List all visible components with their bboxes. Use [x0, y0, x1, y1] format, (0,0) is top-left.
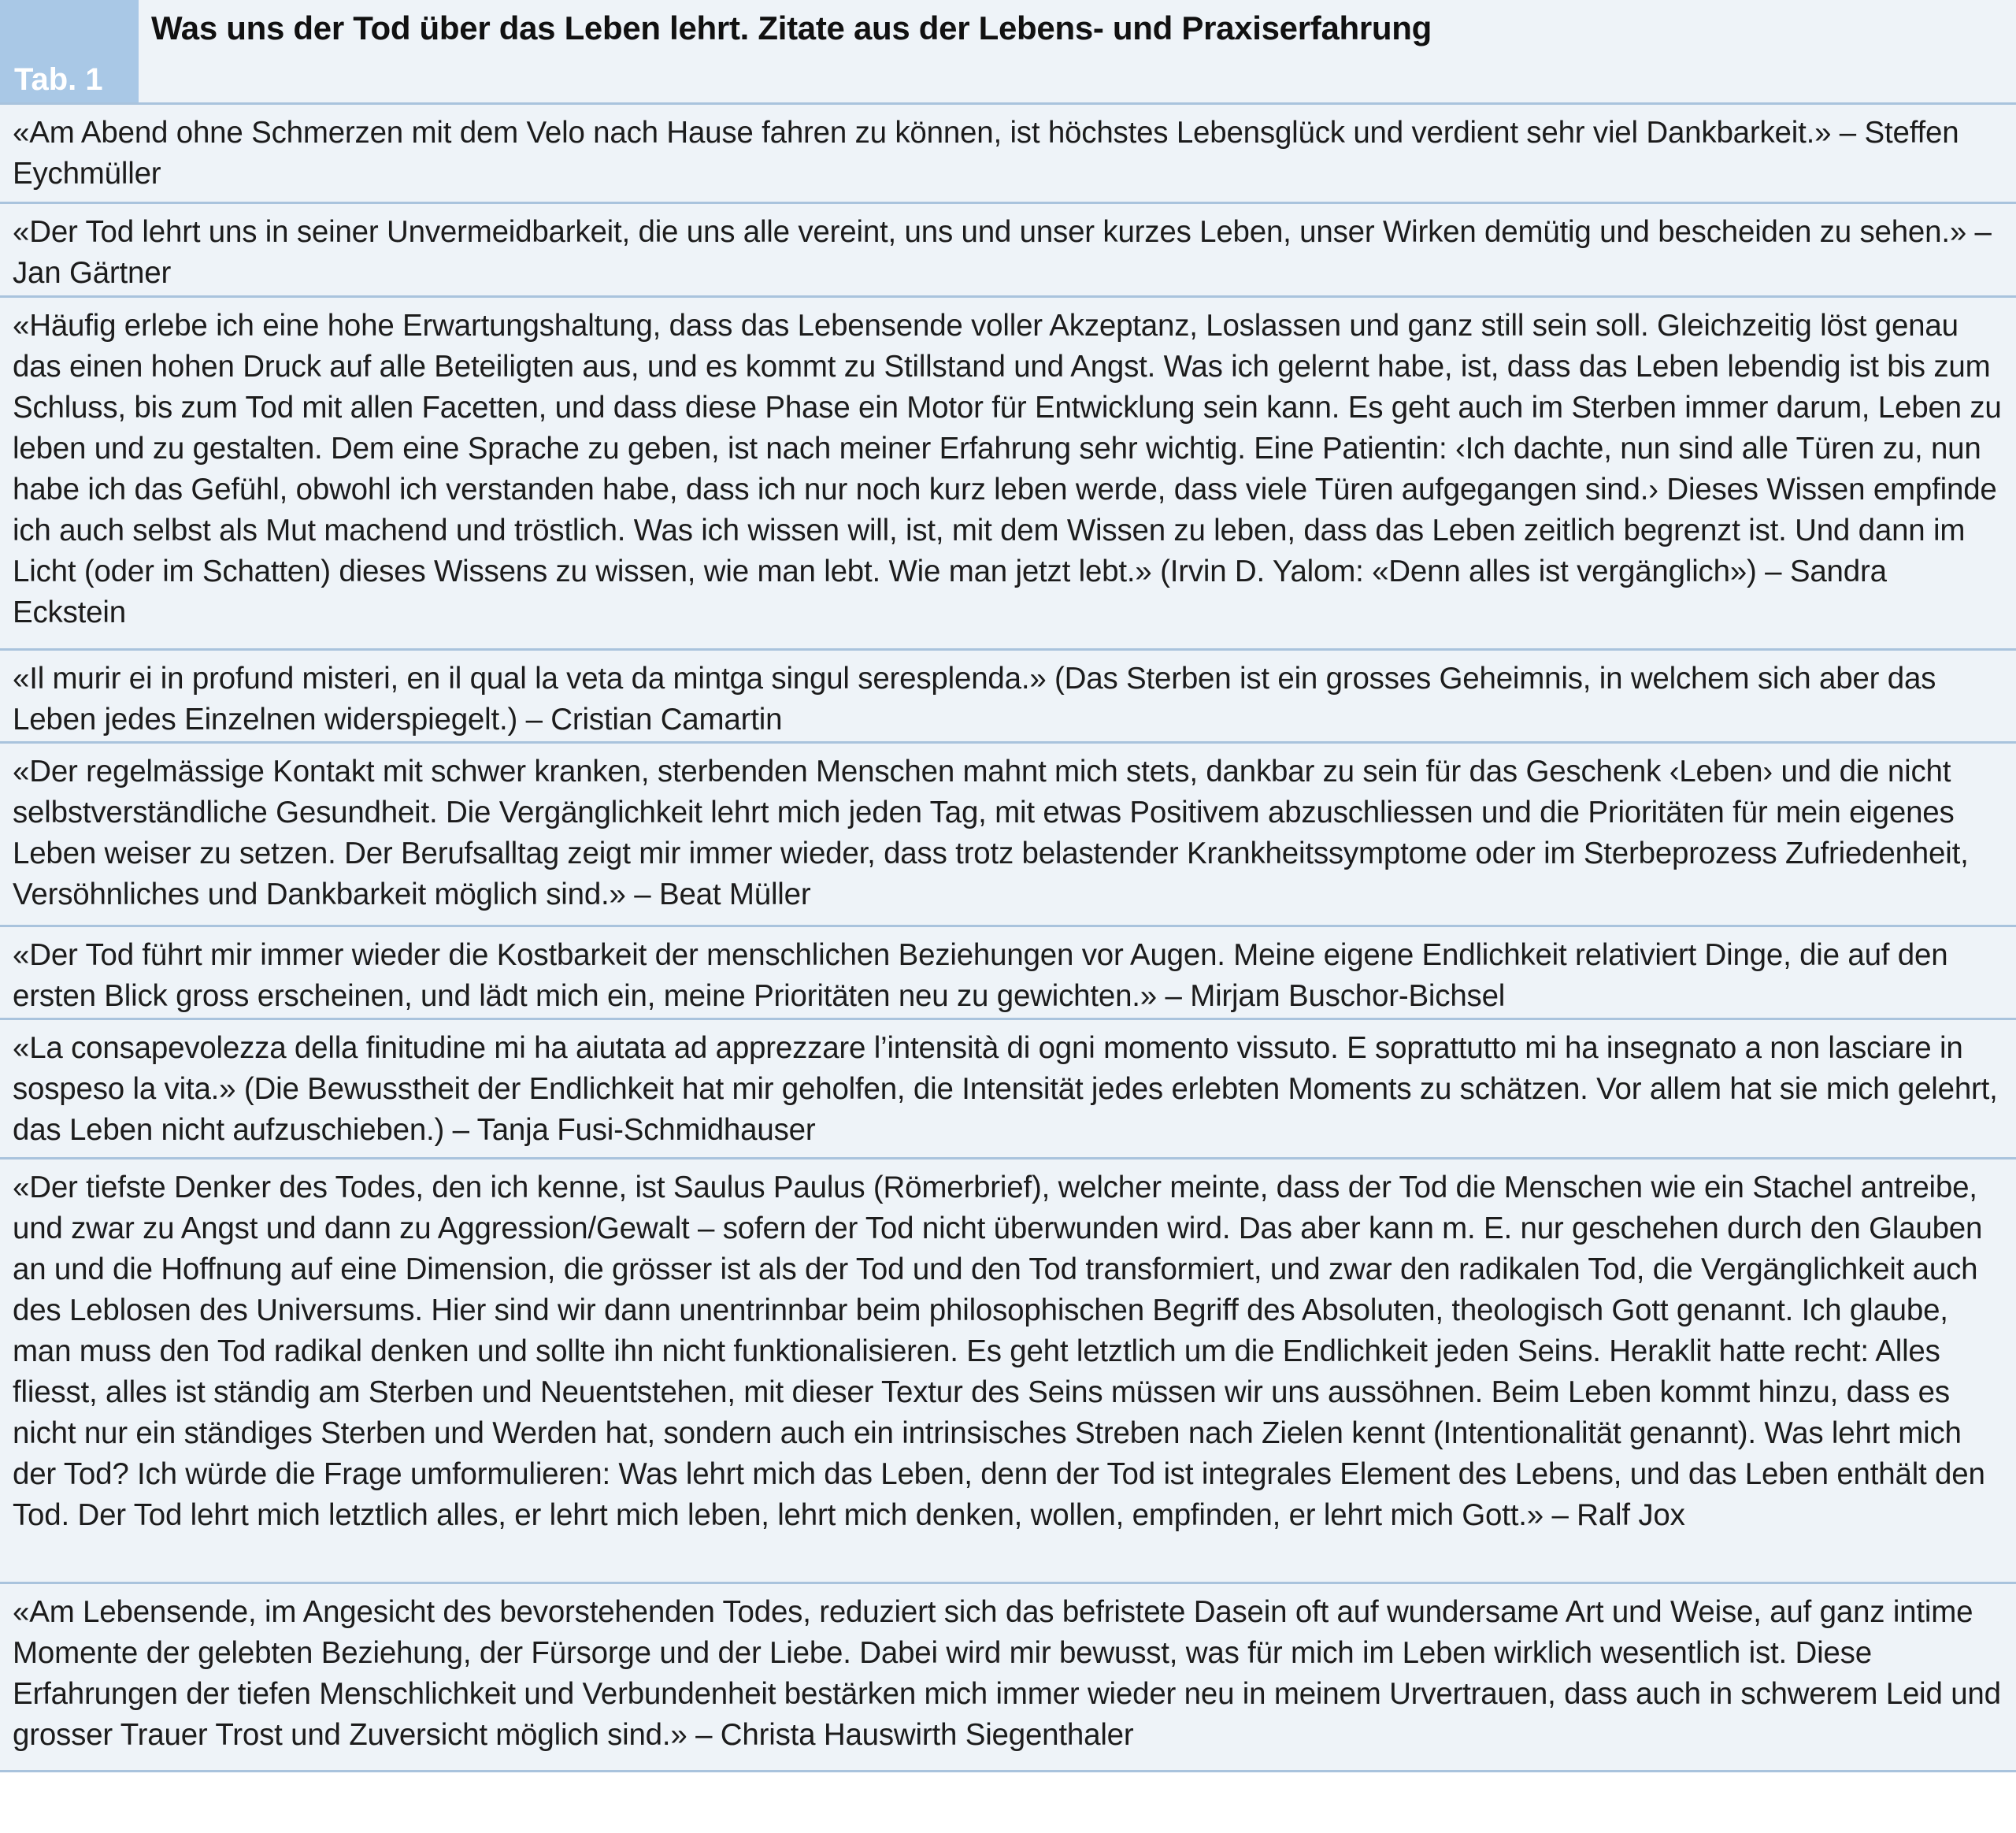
table-row — [0, 298, 2016, 651]
quote-text: «Am Abend ohne Schmerzen mit dem Velo nach Hause fahren zu können, ist höchstes Lebensglück und verdient sehr viel Dankbarkeit.» – Steffen Eychmüller — [13, 116, 1959, 191]
quote-text: «Der Tod führt mir immer wieder die Kostbarkeit der menschlichen Beziehungen vor Augen. Meine eigene Endlichkeit relativiert Dinge, die auf den ersten Blick gross erscheinen, und lädt mich ein, meine Prioritäten neu zu gewichten.» – Mirjam Buschor-Bichsel — [13, 938, 1948, 1013]
quote-text: «Am Lebensende, im Angesicht des bevorstehenden Todes, reduziert sich das befristete Dasein oft auf wundersame Art und Weise, auf ganz intime Momente der gelebten Beziehung, der Fürsorge und der Liebe. Dabei wird mir bewusst, was für mich im Leben wirklich wesentlich ist. Diese Erfahrungen der tiefen Menschlichkeit und Verbundenheit bestärken mich immer wieder neu in meinem Urvertrauen, dass auch in schwerem Leid und grosser Trauer Trost und Zuversicht möglich sind.» – Christa Hauswirth Siegenthaler — [13, 1595, 2001, 1752]
table-row — [0, 105, 2016, 204]
table-row — [0, 204, 2016, 298]
quote-text: «Il murir ei in profund misteri, en il qual la veta da mintga singul seresplenda.» (Das Sterben ist ein grosses Geheimnis, in welchem sich aber das Leben jedes Einzelnen widerspiegelt.) – Cristian Camartin — [13, 662, 1936, 737]
quote-text: «Der regelmässige Kontakt mit schwer kranken, sterbenden Menschen mahnt mich stets, dankbar zu sein für das Geschenk ‹Leben› und die nicht selbstverständliche Gesundheit. Die Vergänglichkeit lehrt mich jeden Tag, mit etwas Positivem abzuschliessen und die Prioritäten für mein eigenes Leben weiser zu setzen. Der Berufsalltag zeigt mir immer wieder, dass trotz belastender Krankheitssymptome oder im Sterbeprozess Zufriedenheit, Versöhnliches und Dankbarkeit möglich sind.» – Beat Müller — [13, 755, 1969, 911]
table-row — [0, 651, 2016, 744]
table-header — [0, 0, 2016, 105]
quote-text: «Häufig erlebe ich eine hohe Erwartungshaltung, dass das Lebensende voller Akzeptanz, Loslassen und ganz still sein soll. Gleichzeitig löst genau das einen hohen Druck auf alle Beteiligten aus, und es kommt zu Stillstand und Angst. Was ich gelernt habe, ist, dass das Leben lebendig ist bis zum Schluss, bis zum Tod mit allen Facetten, und dass diese Phase ein Motor für Entwicklung sein kann. Es geht auch im Sterben immer darum, Leben zu leben und zu gestalten. Dem eine Sprache zu geben, ist nach meiner Erfahrung sehr wichtig. Eine Patientin: ‹Ich dachte, nun sind alle Türen zu, nun habe ich das Gefühl, obwohl ich verstanden habe, dass ich nur noch kurz leben werde, dass viele Türen aufgegangen sind.› Dieses Wissen empfinde ich auch selbst als Mut machend und tröstlich. Was ich wissen will, ist, mit dem Wissen zu leben, dass das Leben zeitlich begrenzt ist. Und dann im Licht (oder im Schatten) dieses Wissens zu wissen, wie man lebt. Wie man jetzt lebt.» (Irvin D. Yalom: «Denn alles ist vergänglich») – Sandra Eckstein — [13, 309, 2002, 629]
table-row — [0, 927, 2016, 1020]
table-title: Was uns der Tod über das Leben lehrt. Zitate aus der Lebens- und Praxiserfahrung — [151, 9, 1432, 46]
table-row — [0, 744, 2016, 927]
quote-text: «La consapevolezza della finitudine mi ha aiutata ad apprezzare l’intensità di ogni momento vissuto. E soprattutto mi ha insegnato a non lasciare in sospeso la vita.» (Die Bewusstheit der Endlichkeit hat mir geholfen, die Intensität jedes erlebten Moments zu schätzen. Vor allem hat sie mich gelehrt, das Leben nicht aufzuschieben.) – Tanja Fusi-Schmidhauser — [13, 1031, 1998, 1147]
quote-text: «Der tiefste Denker des Todes, den ich kenne, ist Saulus Paulus (Römerbrief), welcher meinte, dass der Tod die Menschen wie ein Stachel antreibe, und zwar zu Angst und dann zu Aggression/Gewalt – sofern der Tod nicht überwunden wird. Das aber kann m. E. nur geschehen durch den Glauben an und die Hoffnung auf eine Dimension, die grösser ist als der Tod und den Tod transformiert, und zwar den radikalen Tod, die Vergänglichkeit auch des Leblosen des Universums. Hier sind wir dann unentrinnbar beim philosophischen Begriff des Absoluten, theologisch Gott genannt. Ich glaube, man muss den Tod radikal denken und sollte ihn nicht funktionalisieren. Es geht letztlich um die Endlichkeit jeden Seins. Heraklit hatte recht: Alles fliesst, alles ist ständig am Sterben und Neuentstehen, mit dieser Textur des Seins müssen wir uns aussöhnen. Beim Leben kommt hinzu, dass es nicht nur ein ständiges Sterben und Werden hat, sondern auch ein intrinsisches Streben nach Zielen kennt (Intentionalität genannt). Was lehrt mich der Tod? Ich würde die Frage umformulieren: Was lehrt mich das Leben, denn der Tod ist integrales Element des Lebens, und das Leben enthält den Tod. Der Tod lehrt mich letztlich alles, er lehrt mich leben, lehrt mich denken, wollen, empfinden, er lehrt mich Gott.» – Ralf Jox — [13, 1171, 1985, 1532]
table-row — [0, 1020, 2016, 1160]
quote-text: «Der Tod lehrt uns in seiner Unvermeidbarkeit, die uns alle vereint, uns und unser kurzes Leben, unser Wirken demütig und bescheiden zu sehen.» – Jan Gärtner — [13, 215, 1992, 290]
table-row — [0, 1160, 2016, 1584]
table-label: Tab. 1 — [0, 0, 139, 102]
table-row — [0, 1584, 2016, 1772]
